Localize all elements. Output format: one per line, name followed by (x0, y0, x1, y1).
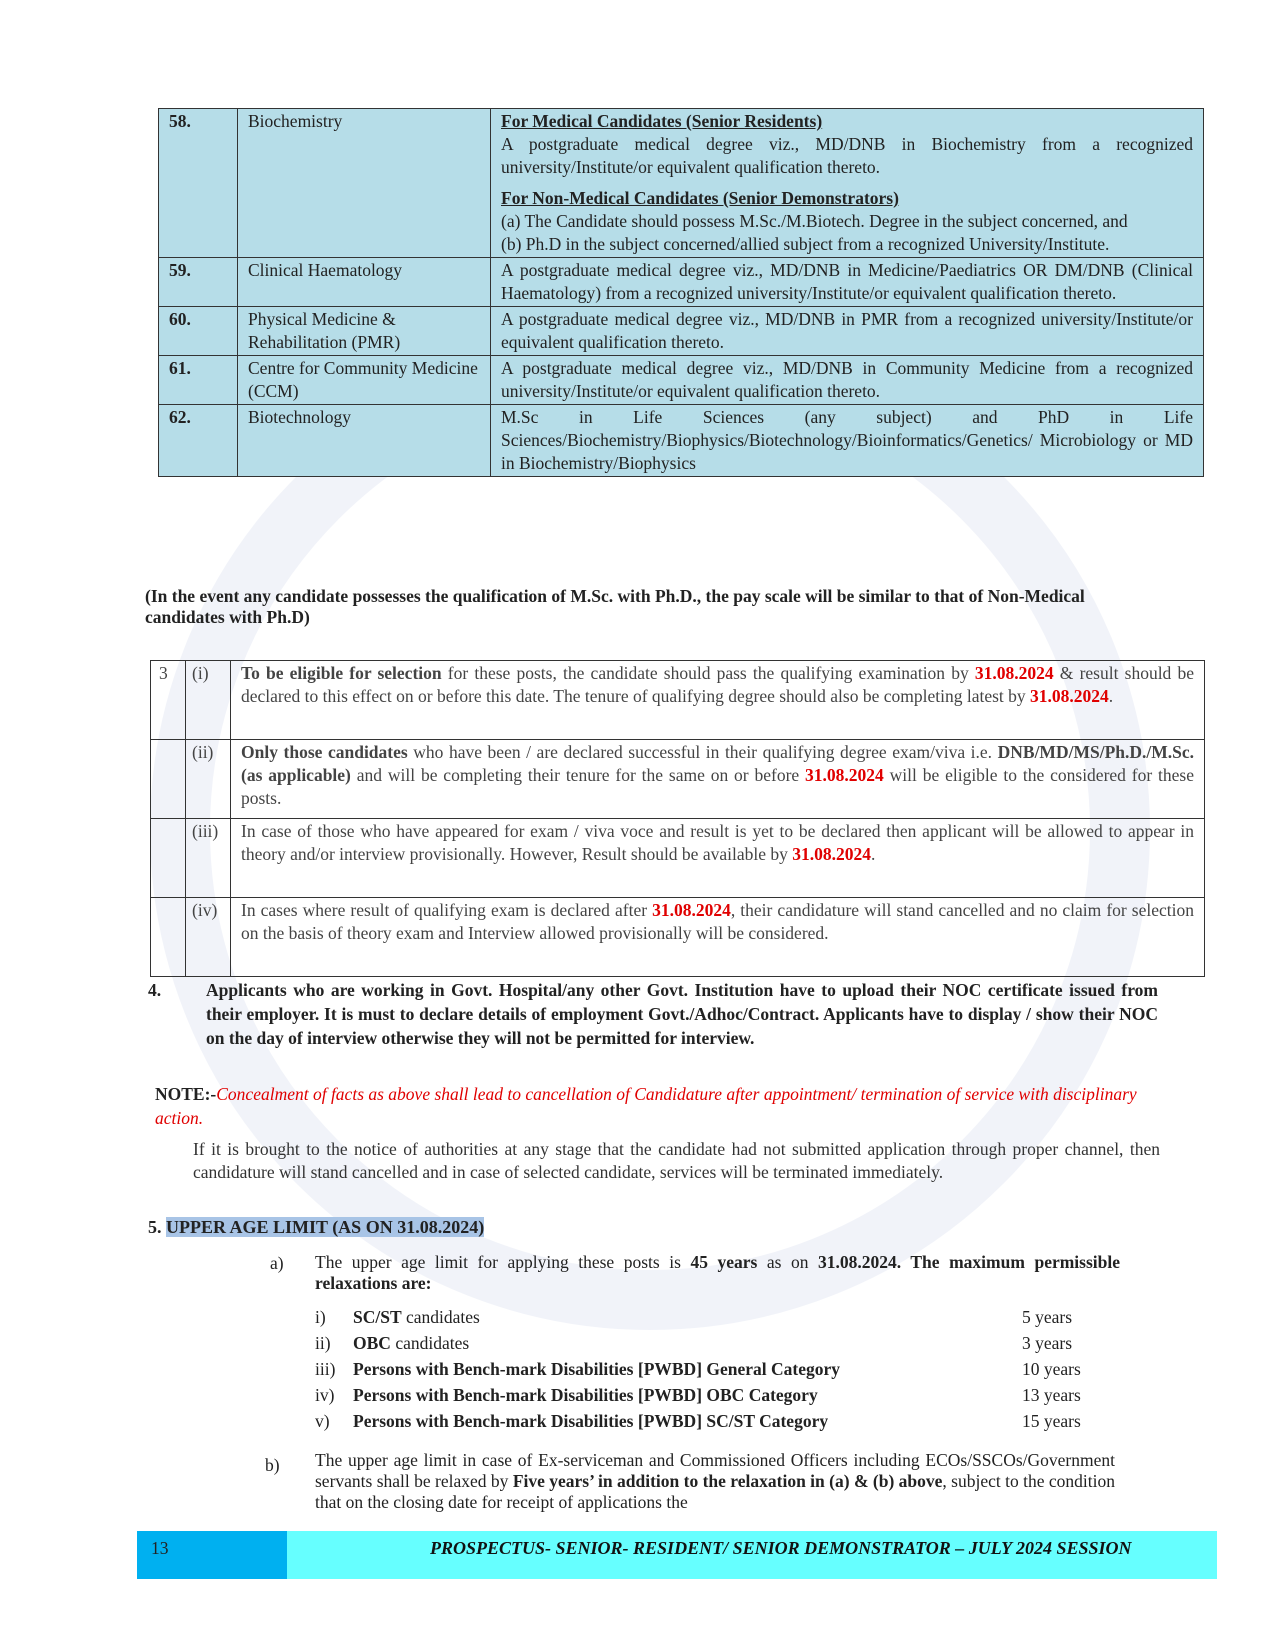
table-row (159, 307, 1204, 356)
text-segment: 31.08.2024. The maximum permissible relaxations are: (315, 1252, 1121, 1293)
clause-b (265, 1450, 1115, 1513)
section-number: 3 (151, 661, 186, 740)
table-row (159, 405, 1204, 477)
text-segment: In cases where result of qualifying exam is declared after (241, 900, 653, 920)
empty-cell (151, 740, 186, 819)
serial-number: 62. (159, 405, 238, 477)
text-segment: The upper age limit in case of Ex-serviceman and Commissioned Officers including ECOs/SSCOs/Government servants shall be relaxed by (315, 1450, 1115, 1491)
clause-label: a) (270, 1253, 284, 1273)
note (155, 1082, 1160, 1130)
subject: Physical Medicine & Rehabilitation (PMR) (238, 307, 491, 356)
item-number: ii) (315, 1333, 331, 1353)
text-segment: . (870, 844, 876, 864)
list-item (315, 1358, 1115, 1384)
deadline-date: 31.08.2024 (792, 844, 871, 864)
non-medical-qualification-a: (a) The Candidate should possess M.Sc./M.Biotech. Degree in the subject concerned, and (501, 211, 1128, 231)
relaxation-years: 13 years (1022, 1385, 1081, 1405)
text-segment: , their candidature will stand cancelled and no claim for selection on the basis of theory exam and Interview allowed provisionally will be considered. (241, 900, 1194, 943)
text-segment: 45 years (690, 1252, 758, 1272)
category-suffix: candidates (401, 1307, 480, 1327)
item-number: i) (315, 1307, 326, 1327)
qualification (491, 109, 1204, 258)
empty-cell (151, 898, 186, 977)
text-segment: & result should be declared to this effect on or before this date. The tenure of qualifying degree should also be completing latest by (241, 663, 1194, 706)
serial-number: 58. (159, 109, 238, 258)
serial-number: 60. (159, 307, 238, 356)
list-item (315, 1384, 1115, 1410)
deadline-date: 31.08.2024 (974, 663, 1054, 683)
section-number: 5. (148, 1217, 162, 1237)
non-medical-qualification-b: (b) Ph.D in the subject concerned/allied subject from a recognized University/Institute. (501, 234, 1110, 254)
note-label: NOTE:- (155, 1084, 217, 1104)
relaxation-years: 15 years (1022, 1411, 1081, 1431)
page-number-box (137, 1531, 287, 1579)
clause-a (270, 1252, 1120, 1294)
point-4 (148, 978, 1158, 1050)
text-segment: Only those candidates (241, 742, 408, 762)
page-number: 13 (151, 1538, 169, 1558)
eligibility-text (231, 898, 1205, 977)
section-5-heading (148, 1216, 484, 1239)
text-segment: . (1108, 686, 1114, 706)
relaxation-years: 10 years (1022, 1359, 1081, 1379)
roman-number: (ii) (186, 740, 231, 819)
footer-title-box (287, 1531, 1217, 1579)
relaxation-list (315, 1306, 1115, 1436)
table-row (151, 661, 1205, 740)
deadline-date: 31.08.2024 (805, 765, 884, 785)
text-segment: , subject to the condition that on the closing date for receipt of applications the (315, 1471, 1115, 1512)
qualification: A postgraduate medical degree viz., MD/DNB in Community Medicine from a recognized university/Institute/or equivalent qualification thereto. (491, 356, 1204, 405)
category: Persons with Bench-mark Disabilities [PWBD] OBC Category (353, 1385, 818, 1405)
footer-title: PROSPECTUS- SENIOR- RESIDENT/ SENIOR DEMONSTRATOR – JULY 2024 SESSION (430, 1538, 1132, 1558)
roman-number: (i) (186, 661, 231, 740)
eligibility-text (231, 819, 1205, 898)
page-footer (137, 1531, 1217, 1579)
medical-qualification: A postgraduate medical degree viz., MD/DNB in Biochemistry from a recognized university/Institute/or equivalent qualification thereto. (501, 134, 1193, 177)
text-segment: for these posts, the candidate should pass the qualifying examination by (441, 663, 975, 683)
text-segment: as on (757, 1252, 819, 1272)
subject: Biochemistry (238, 109, 491, 258)
category-suffix: candidates (390, 1333, 470, 1353)
text-segment: To be eligible for selection (241, 663, 442, 683)
note-text: Concealment of facts as above shall lead to cancellation of Candidature after appointment/ termination of service with disciplinary action. (155, 1084, 1137, 1128)
category: Persons with Bench-mark Disabilities [PWBD] General Category (353, 1359, 841, 1379)
roman-number: (iv) (186, 898, 231, 977)
item-number: v) (315, 1411, 330, 1431)
text-segment: DNB/MD/MS/Ph.D./M.Sc. (as applicable) (241, 742, 1195, 785)
eligibility-text (231, 740, 1205, 819)
non-medical-heading: For Non-Medical Candidates (Senior Demonstrators) (501, 188, 899, 208)
pay-scale-note: (In the event any candidate possesses the qualification of M.Sc. with Ph.D., the pay scale will be similar to that of Non-Medical candidates with Ph.D) (145, 586, 1085, 627)
list-item (315, 1332, 1115, 1358)
text-segment: Five years’ in addition to the relaxation in (a) & (b) above (512, 1471, 943, 1491)
table-row (151, 819, 1205, 898)
roman-number: (iii) (186, 819, 231, 898)
text-segment: and will be completing their tenure for the same on or before (350, 765, 806, 785)
category: SC/ST (353, 1307, 402, 1327)
list-item (315, 1410, 1115, 1436)
clause-text (315, 1252, 1120, 1294)
subject: Biotechnology (238, 405, 491, 477)
table-row (151, 740, 1205, 819)
noc-requirement: Applicants who are working in Govt. Hospital/any other Govt. Institution have to upload their NOC certificate issued from their employer. It is must to declare details of employment Govt./Adhoc/Contract. Applicants have to display / show their NOC on the day of interview otherwise they will not be permitted for interview. (206, 980, 1158, 1048)
qualification: A postgraduate medical degree viz., MD/DNB in Medicine/Paediatrics OR DM/DNB (Clinical Haematology) from a recognized university/Institute/or equivalent qualification thereto. (491, 258, 1204, 307)
table-row (151, 898, 1205, 977)
text-segment: In case of those who have appeared for exam / viva voce and result is yet to be declared then applicant will be allowed to appear in theory and/or interview provisionally. However, Result should be available by (241, 821, 1194, 864)
deadline-date: 31.08.2024 (1030, 686, 1109, 706)
list-item (315, 1306, 1115, 1332)
text-segment: will be eligible to the considered for these posts. (241, 765, 1194, 808)
subject: Clinical Haematology (238, 258, 491, 307)
point-number: 4. (148, 980, 162, 1000)
category: Persons with Bench-mark Disabilities [PWBD] SC/ST Category (353, 1411, 829, 1431)
item-number: iv) (315, 1385, 335, 1405)
serial-number: 61. (159, 356, 238, 405)
eligibility-table (150, 660, 1205, 977)
empty-cell (151, 819, 186, 898)
text-segment: The upper age limit for applying these posts is (315, 1252, 691, 1272)
qualification: M.Sc in Life Sciences (any subject) and PhD in Life Sciences/Biochemistry/Biophysics/Biotechnology/Bioinformatics/Genetics/ Microbiology or MD in Biochemistry/Biophysics (491, 405, 1204, 477)
table-row (159, 258, 1204, 307)
clause-text (315, 1450, 1115, 1513)
medical-heading: For Medical Candidates (Senior Residents) (501, 111, 823, 131)
subject: Centre for Community Medicine (CCM) (238, 356, 491, 405)
table-row (159, 356, 1204, 405)
qualification-table (158, 108, 1204, 477)
eligibility-text (231, 661, 1205, 740)
proper-channel-paragraph: If it is brought to the notice of authorities at any stage that the candidate had not submitted application through proper channel, then candidature will stand cancelled and in case of selected candidate, services will be terminated immediately. (193, 1139, 1160, 1182)
qualification: A postgraduate medical degree viz., MD/DNB in PMR from a recognized university/Institute/or equivalent qualification thereto. (491, 307, 1204, 356)
relaxation-years: 3 years (1022, 1333, 1073, 1353)
table-row (159, 109, 1204, 258)
deadline-date: 31.08.2024 (652, 900, 731, 920)
text-segment: who have been / are declared successful in their qualifying degree exam/viva i.e. (407, 742, 998, 762)
item-number: iii) (315, 1359, 336, 1379)
section-title: UPPER AGE LIMIT (AS ON 31.08.2024) (166, 1217, 485, 1237)
clause-label: b) (265, 1455, 280, 1475)
serial-number: 59. (159, 258, 238, 307)
category: OBC (353, 1333, 391, 1353)
relaxation-years: 5 years (1022, 1307, 1073, 1327)
